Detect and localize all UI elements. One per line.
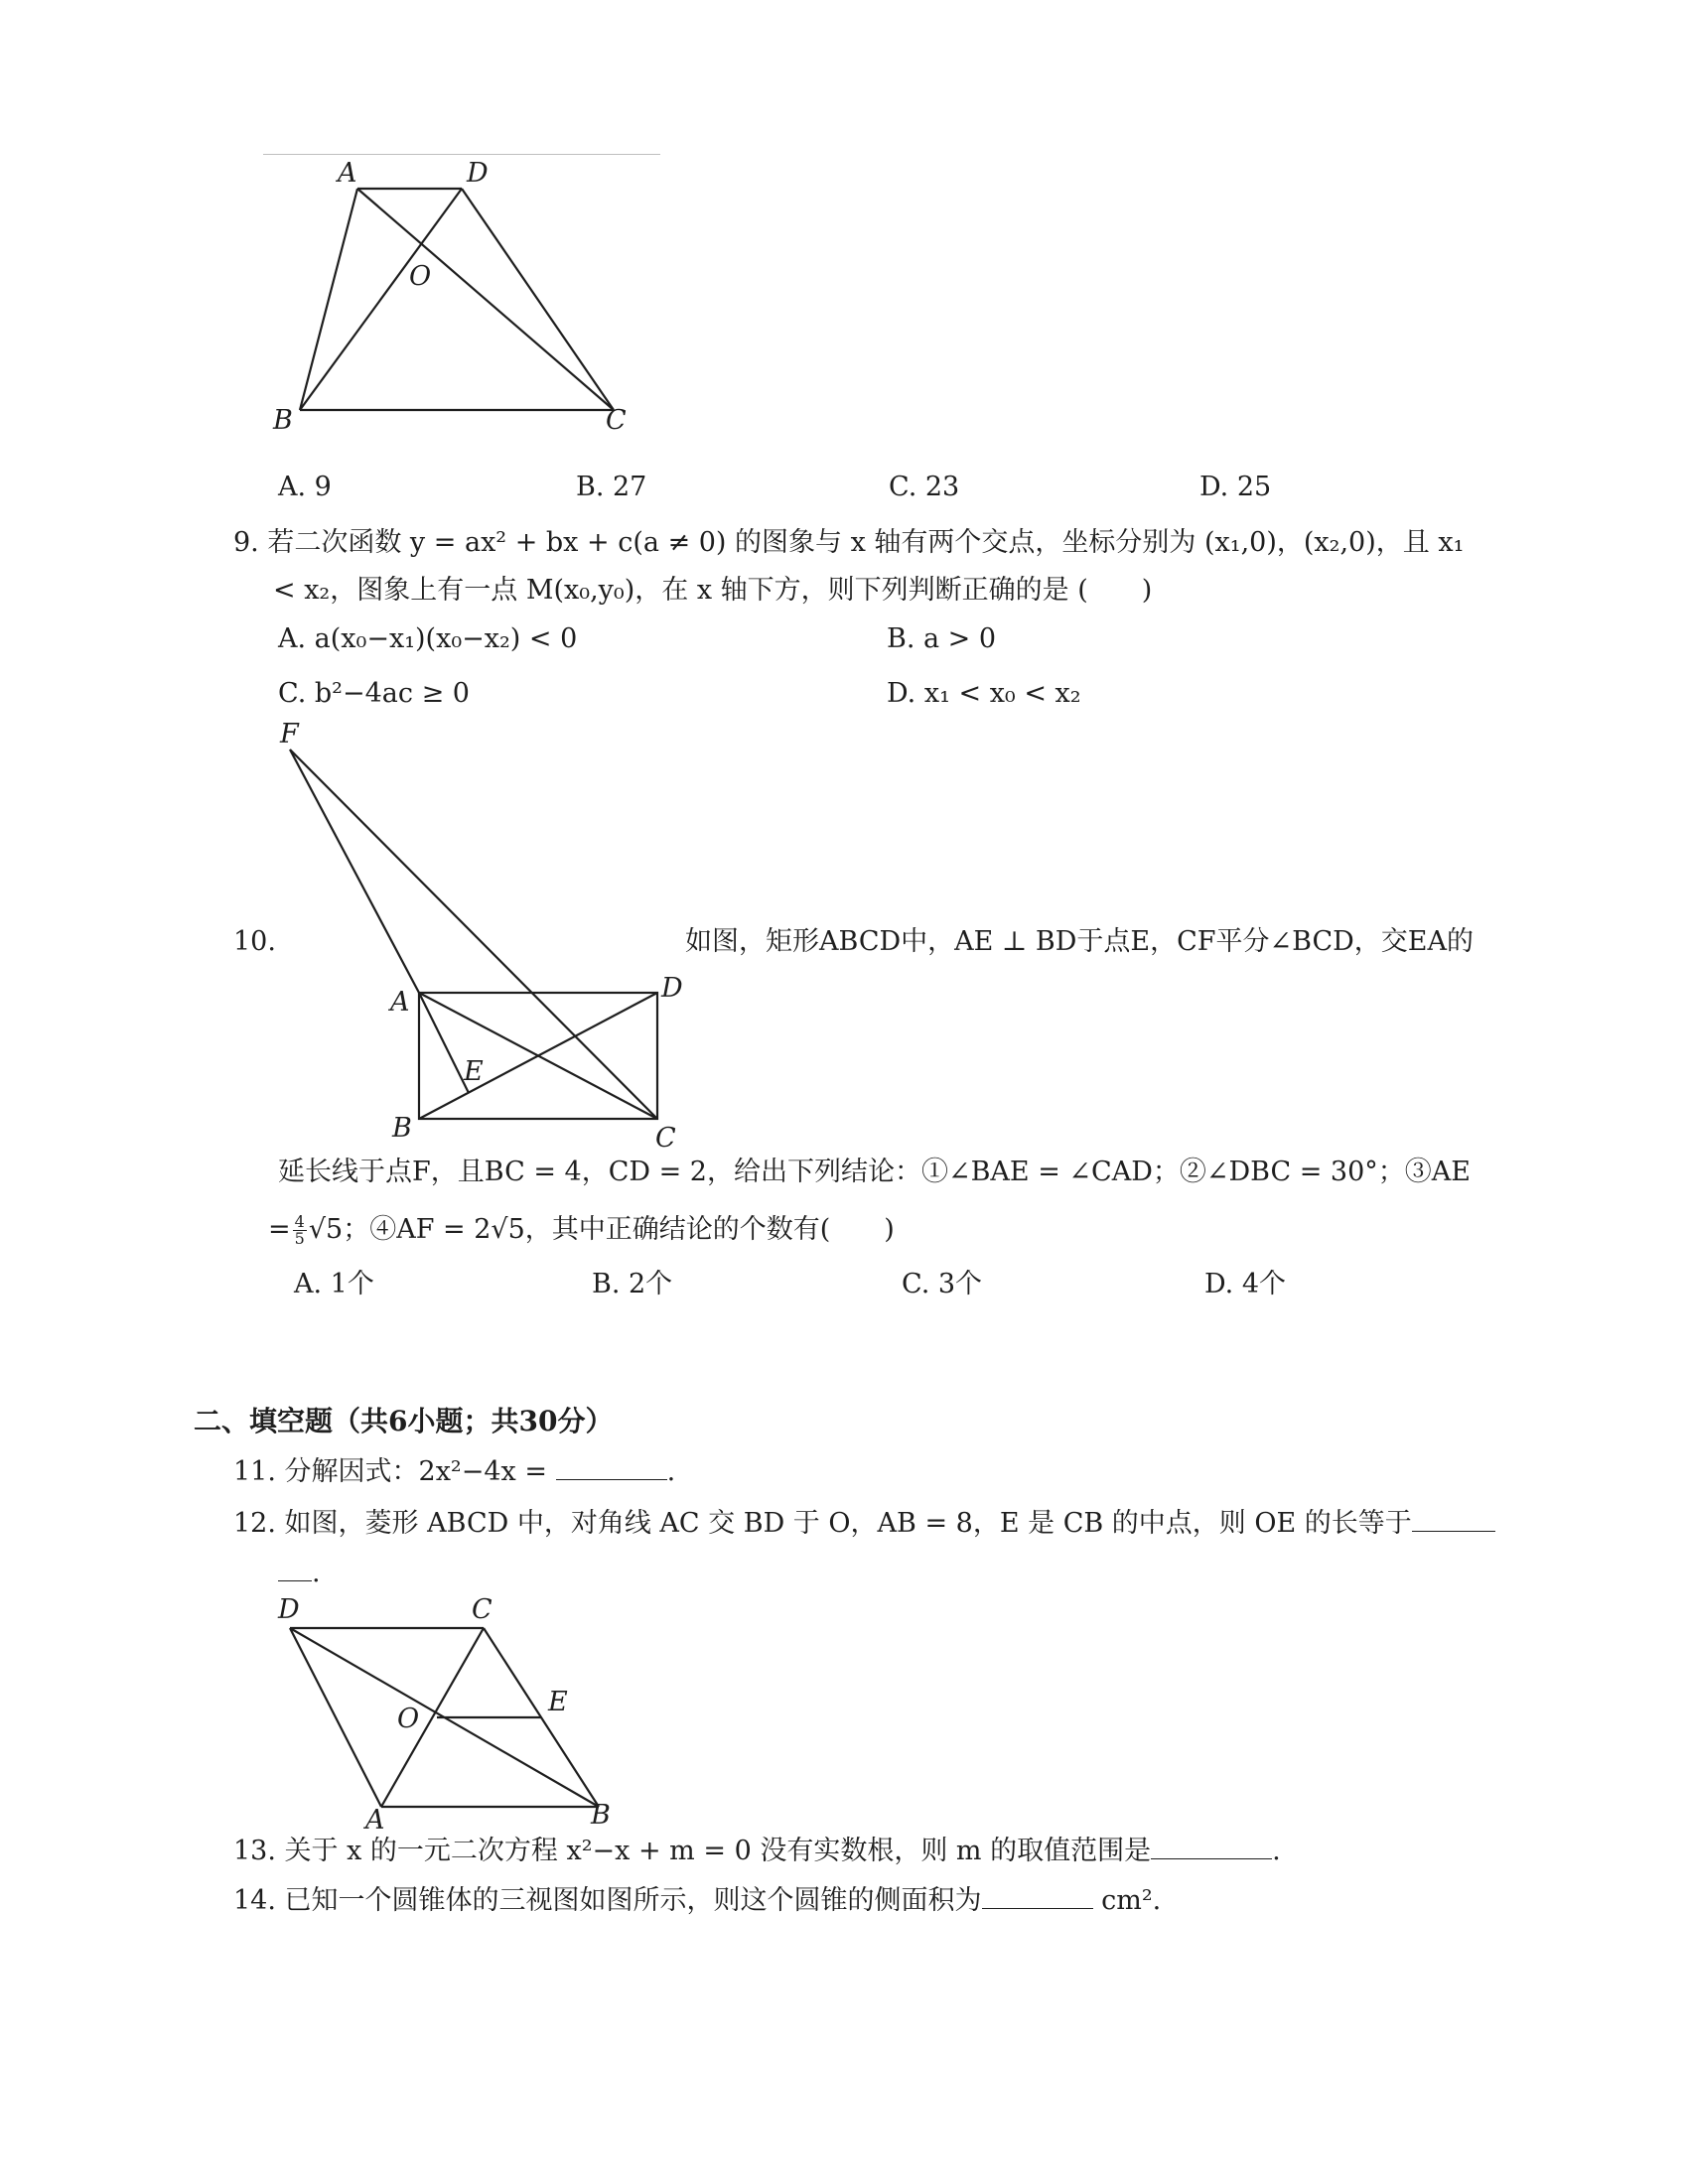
- q10-number: 10.: [233, 926, 276, 957]
- q11-text: 11. 分解因式：2x²−4x =: [233, 1456, 556, 1487]
- q12-label-b: B: [591, 1800, 611, 1831]
- q10-fraction-den: 5: [294, 1229, 305, 1248]
- q10-option-b: B. 2个: [592, 1269, 673, 1299]
- q10-option-d: D. 4个: [1204, 1269, 1287, 1299]
- q10-stem-line2: 延长线于点F，且BC = 4，CD = 2，给出下列结论：①∠BAE = ∠CAD；②∠DBC = 30°；③AE: [278, 1157, 1471, 1187]
- q13-answer-blank: [1151, 1837, 1272, 1859]
- q10-option-c: C. 3个: [902, 1269, 983, 1299]
- q9-option-b: B. a > 0: [887, 623, 997, 654]
- q14-unit: cm².: [1092, 1885, 1162, 1916]
- q8-option-a: A. 9: [278, 472, 332, 502]
- q8-label-c: C: [606, 405, 627, 436]
- q10-label-d: D: [661, 973, 683, 1004]
- q12-rhombus-figure: [268, 1593, 635, 1832]
- q12-end: .: [312, 1558, 321, 1588]
- q12-label-c: C: [472, 1594, 492, 1625]
- q13-end: .: [1272, 1836, 1281, 1866]
- q9-option-c: C. b²−4ac ≥ 0: [278, 678, 470, 709]
- q12-answer-blank: [1412, 1509, 1495, 1532]
- q10-stem-rest: √5；④AF = 2√5，其中正确结论的个数有( ): [308, 1214, 895, 1245]
- q10-rectangle-figure: [268, 720, 705, 1157]
- q9-stem-line2: < x₂，图象上有一点 M(x₀,y₀)，在 x 轴下方，则下列判断正确的是 ( ): [273, 575, 1153, 606]
- q8-option-d: D. 25: [1199, 472, 1272, 502]
- q10-option-a: A. 1个: [294, 1269, 374, 1299]
- section2-title: 二、填空题（共6小题；共30分）: [194, 1405, 614, 1437]
- q8-label-b: B: [273, 405, 293, 436]
- q11-answer-blank: [556, 1457, 667, 1480]
- q14-text: 14. 已知一个圆锥体的三视图如图所示，则这个圆锥的侧面积为: [233, 1885, 982, 1916]
- q12-label-o: O: [397, 1704, 420, 1734]
- q14-line: [233, 1884, 1161, 1918]
- q8-label-o: O: [409, 261, 432, 292]
- q8-label-d: D: [467, 159, 489, 189]
- q12-line2: [278, 1557, 321, 1590]
- top-rule: [263, 154, 660, 155]
- q12-label-a: A: [365, 1805, 385, 1832]
- q10-label-f: F: [280, 720, 299, 750]
- q10-stem-line3: [268, 1213, 895, 1247]
- q11-end: .: [666, 1456, 676, 1487]
- q10-label-c: C: [655, 1123, 676, 1154]
- q12-label-e: E: [548, 1687, 568, 1717]
- q10-line-ae: [419, 993, 469, 1093]
- q10-label-e: E: [464, 1056, 484, 1087]
- q10-stem-right: 如图，矩形ABCD中，AE ⊥ BD于点E，CF平分∠BCD，交EA的: [685, 926, 1474, 957]
- q13-line: [233, 1835, 1281, 1868]
- q9-stem-line1: 9. 若二次函数 y = ax² + bx + c(a ≠ 0) 的图象与 x 轴有两个交点，坐标分别为 (x₁,0)，(x₂,0)，且 x₁: [233, 527, 1465, 558]
- q8-trapezoid-figure: [258, 159, 675, 447]
- q13-text: 13. 关于 x 的一元二次方程 x²−x + m = 0 没有实数根，则 m 的取值范围是: [233, 1836, 1152, 1866]
- q8-diagonal-bd: [300, 189, 462, 410]
- q9-option-d: D. x₁ < x₀ < x₂: [887, 678, 1081, 709]
- q12-text: 12. 如图，菱形 ABCD 中，对角线 AC 交 BD 于 O，AB = 8，E 是 CB 的中点，则 OE 的长等于: [233, 1508, 1412, 1539]
- q14-answer-blank: [982, 1886, 1093, 1909]
- q10-line-fa: [290, 750, 419, 993]
- q8-option-c: C. 23: [889, 472, 960, 502]
- q10-fraction: [293, 1214, 307, 1247]
- q12-label-d: D: [278, 1594, 300, 1625]
- q10-label-a: A: [390, 987, 410, 1018]
- q10-equals: =: [268, 1214, 291, 1245]
- q9-option-a: A. a(x₀−x₁)(x₀−x₂) < 0: [278, 623, 578, 654]
- q10-label-b: B: [392, 1113, 412, 1144]
- q12-line: [233, 1507, 1495, 1541]
- q11-line: [233, 1455, 675, 1489]
- q10-fraction-num: 4: [294, 1212, 305, 1231]
- q8-edge-ab: [300, 189, 357, 410]
- q12-answer-blank-cont: [278, 1559, 312, 1581]
- q8-label-a: A: [338, 159, 357, 189]
- q8-option-b: B. 27: [576, 472, 647, 502]
